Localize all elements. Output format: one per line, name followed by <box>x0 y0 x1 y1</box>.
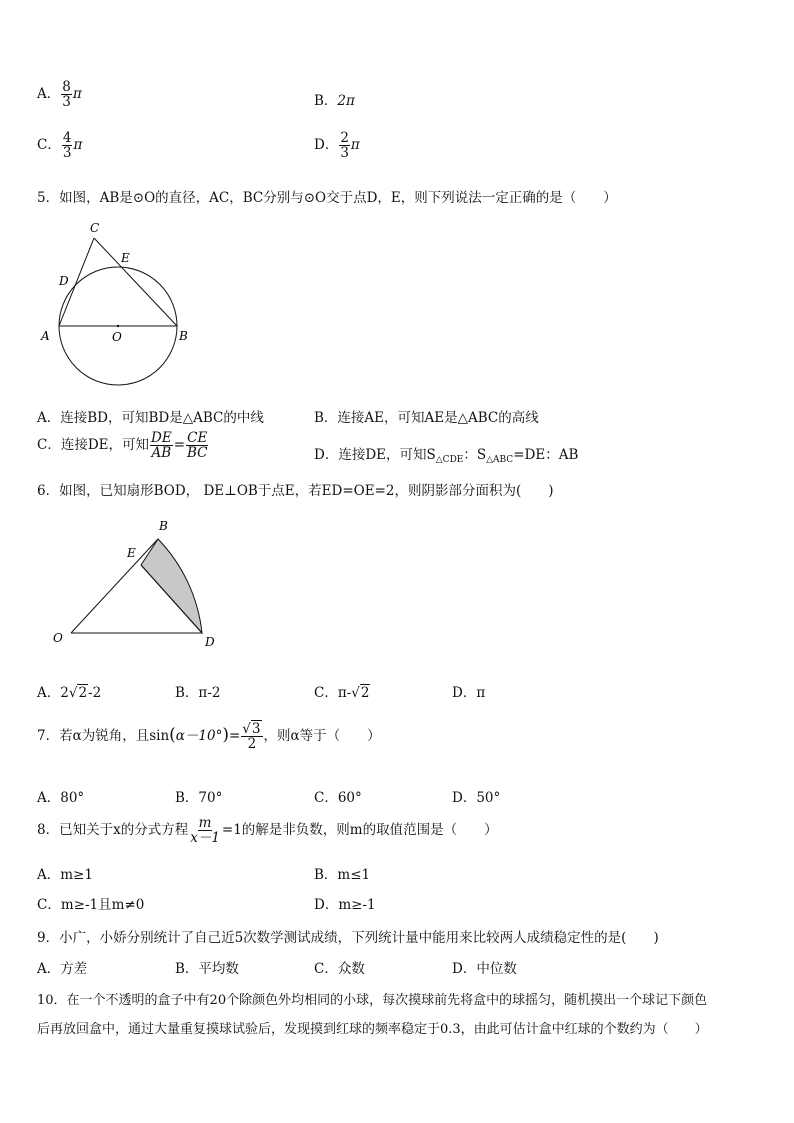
segment-bc <box>94 238 177 326</box>
paren: ( <box>169 725 176 746</box>
subscript: △ABC <box>486 455 514 465</box>
q7-stem <box>37 722 381 751</box>
q5-option-a[interactable]: A．连接BD，可知BD是△ABC的中线 <box>37 410 264 426</box>
option-label: D． <box>314 137 339 154</box>
paren: ) <box>222 725 229 746</box>
numerator: 8 <box>62 79 71 95</box>
stem-text: ，则α等于（ ） <box>263 728 381 745</box>
denominator: AB <box>151 445 172 462</box>
pi-symbol: π <box>72 86 82 103</box>
q5-option-d[interactable] <box>314 443 578 465</box>
label-o: O <box>53 631 63 645</box>
numerator: 2 <box>340 130 349 146</box>
center-point <box>117 325 119 327</box>
q10-stem-line1: 10．在一个不透明的盒子中有20个除颜色外均相同的小球，每次摸球前先将盒中的球摇匀，随机摸出一个球记下颜色 <box>37 993 708 1008</box>
q9-stem: 9．小广，小娇分别统计了自己近5次数学测试成绩，下列统计量中能用来比较两人成绩稳定性的是( ) <box>37 930 659 946</box>
q6-sector-figure <box>48 516 228 651</box>
fraction <box>62 131 73 160</box>
fraction-ce-bc <box>186 431 209 460</box>
subscript: △CDE <box>435 455 464 465</box>
pi-symbol: π <box>73 137 83 154</box>
q9-option-d[interactable]: D．中位数 <box>452 961 517 977</box>
option-text: π- <box>337 685 352 701</box>
q5-stem: 5．如图，AB是⊙O的直径，AC，BC分别与⊙O交于点D，E，则下列说法一定正确的是（ ） <box>37 190 617 206</box>
q7-option-c[interactable]: C．60° <box>314 790 362 806</box>
q8-option-d[interactable]: D．m≥-1 <box>314 897 376 913</box>
q7-option-b[interactable]: B．70° <box>175 790 223 806</box>
denominator: BC <box>187 445 208 462</box>
equals-sign: = <box>228 728 241 745</box>
label-b: B <box>159 519 168 533</box>
q5-circle-figure <box>36 218 206 393</box>
label-e: E <box>127 546 136 560</box>
numerator: 4 <box>62 130 72 146</box>
denominator: 3 <box>62 94 71 111</box>
fraction <box>339 131 350 160</box>
q9-option-a[interactable]: A．方差 <box>37 961 88 977</box>
denominator: 3 <box>340 145 349 162</box>
pi-symbol: π <box>350 137 360 154</box>
option-text: 2π <box>337 93 355 109</box>
option-label: C． <box>37 137 61 154</box>
q8-stem <box>37 816 498 845</box>
stem-text: 7．若α为锐角，且sin <box>37 728 170 745</box>
q4-option-d[interactable] <box>314 131 360 160</box>
label-a: A <box>41 329 50 343</box>
label-o: O <box>112 330 122 344</box>
option-label: B． <box>314 93 338 109</box>
q7-option-d[interactable]: D．50° <box>452 790 501 806</box>
option-text: D．连接DE，可知S <box>314 447 436 463</box>
numerator: m <box>198 815 212 831</box>
fraction-m-over-x-1 <box>189 816 221 845</box>
fraction <box>61 80 72 109</box>
stem-text: 8．已知关于x的分式方程 <box>37 822 189 839</box>
numerator: DE <box>151 430 172 446</box>
q6-stem: 6．如图，已知扇形BOD， DE⊥OB于点E，若ED=OE=2，则阴影部分面积为( ) <box>37 483 554 499</box>
denominator: x－1 <box>190 830 220 847</box>
q7-option-a[interactable]: A．80° <box>37 790 85 806</box>
option-label: A． <box>37 685 61 701</box>
radicand: 3 <box>251 721 261 737</box>
radicand: 2 <box>360 685 370 701</box>
option-text: C．连接DE，可知 <box>37 437 150 454</box>
q4-option-c[interactable] <box>37 131 82 160</box>
option-text: 2 <box>60 685 69 701</box>
q5-option-b[interactable]: B．连接AE，可知AE是△ABC的高线 <box>314 410 539 426</box>
numerator: CE <box>187 430 208 446</box>
fraction-root3-over-2 <box>241 722 262 751</box>
fraction-de-ab <box>150 431 173 460</box>
q8-option-b[interactable]: B．m≤1 <box>314 867 371 883</box>
option-label: C． <box>314 685 338 701</box>
q4-option-b[interactable] <box>314 89 355 109</box>
shaded-region <box>141 539 202 633</box>
label-e: E <box>121 251 130 265</box>
option-text: =DE：AB <box>513 447 579 463</box>
denominator: 2 <box>247 736 257 753</box>
label-b: B <box>179 329 188 343</box>
numerator: √3 <box>242 721 261 737</box>
label-c: C <box>90 221 100 235</box>
stem-text: =1的解是非负数，则m的取值范围是（ ） <box>221 822 498 839</box>
q6-option-d[interactable]: D．π <box>452 685 486 701</box>
q9-option-b[interactable]: B．平均数 <box>175 961 239 977</box>
q10-stem-line2: 后再放回盒中，通过大量重复摸球试验后，发现摸到红球的频率稳定于0.3，由此可估计盒中红球的个数约为（ ） <box>37 1022 708 1037</box>
q8-option-a[interactable]: A．m≥1 <box>37 867 93 883</box>
radius-ob <box>71 539 158 633</box>
q6-option-b[interactable]: B．π-2 <box>175 685 221 701</box>
option-text: -2 <box>88 685 102 701</box>
label-d: D <box>205 635 215 649</box>
q6-option-c[interactable]: C．π-√2 <box>314 685 370 701</box>
q4-option-a[interactable] <box>37 80 82 109</box>
q9-option-c[interactable]: C．众数 <box>314 961 365 977</box>
radicand: 2 <box>78 685 88 701</box>
equals-sign: = <box>173 437 186 454</box>
q6-option-a[interactable]: A．2√2-2 <box>37 685 102 701</box>
option-label: A． <box>37 86 61 103</box>
argument: α－10° <box>175 728 223 745</box>
option-text: ：S <box>463 447 487 463</box>
label-d: D <box>59 274 69 288</box>
denominator: 3 <box>62 145 72 162</box>
q8-option-c[interactable]: C．m≥-1且m≠0 <box>37 897 145 913</box>
q5-option-c[interactable] <box>37 431 210 460</box>
